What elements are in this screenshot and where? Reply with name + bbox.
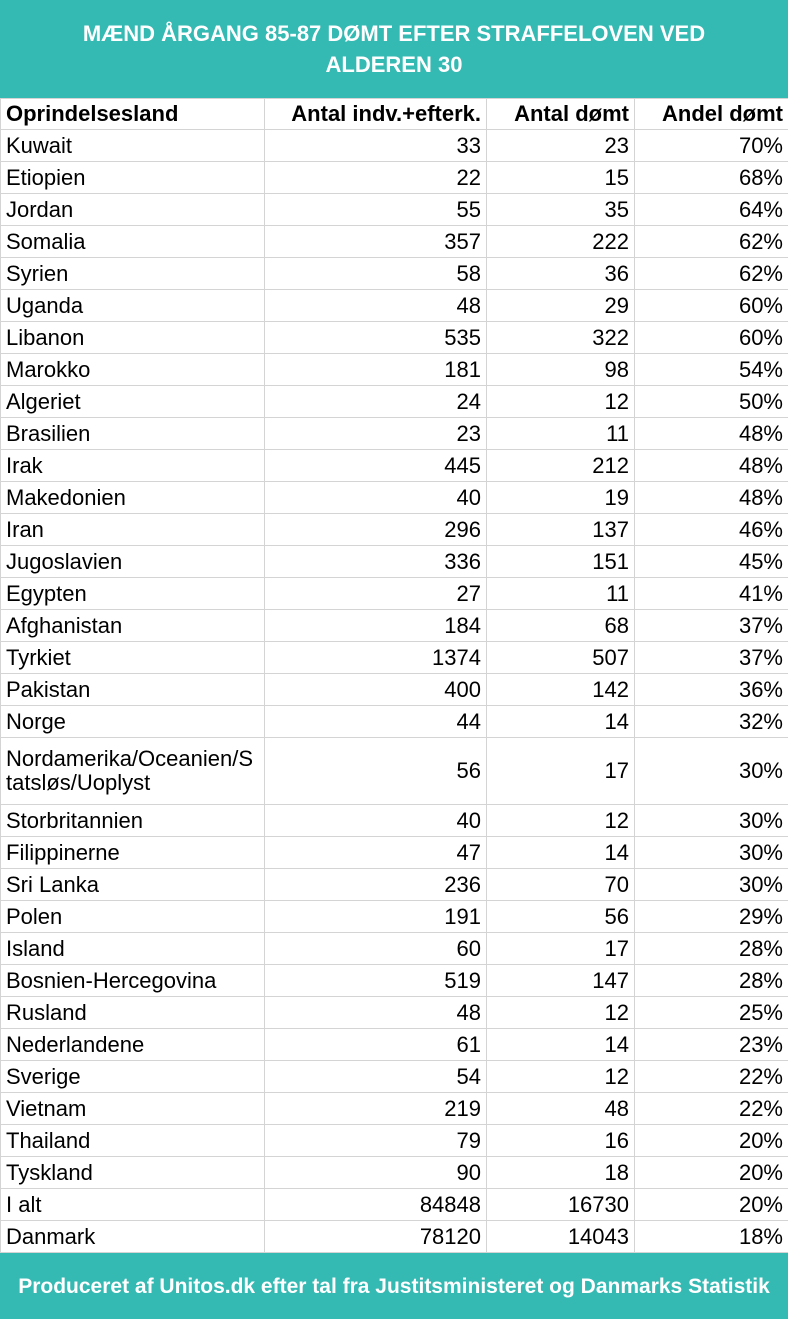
cell-count: 33 bbox=[265, 130, 487, 162]
cell-country: Tyrkiet bbox=[1, 642, 265, 674]
table-row bbox=[1, 1189, 788, 1221]
cell-country: Tyskland bbox=[1, 1157, 265, 1189]
cell-count: 56 bbox=[265, 738, 487, 805]
cell-convicted: 16730 bbox=[487, 1189, 635, 1221]
cell-country: Nederlandene bbox=[1, 1029, 265, 1061]
table-row bbox=[1, 805, 788, 837]
cell-share: 28% bbox=[635, 965, 788, 997]
table-row bbox=[1, 546, 788, 578]
table-row bbox=[1, 130, 788, 162]
cell-count: 445 bbox=[265, 450, 487, 482]
cell-convicted: 36 bbox=[487, 258, 635, 290]
cell-count: 1374 bbox=[265, 642, 487, 674]
cell-convicted: 16 bbox=[487, 1125, 635, 1157]
cell-convicted: 11 bbox=[487, 418, 635, 450]
table-row bbox=[1, 578, 788, 610]
cell-share: 23% bbox=[635, 1029, 788, 1061]
table-row bbox=[1, 450, 788, 482]
table-row bbox=[1, 1157, 788, 1189]
cell-share: 37% bbox=[635, 610, 788, 642]
source-footer-banner bbox=[0, 1253, 788, 1319]
source-note: Produceret af Unitos.dk efter tal fra Justitsministeret og Danmarks Statistik bbox=[18, 1273, 770, 1300]
table-row bbox=[1, 1125, 788, 1157]
table-row bbox=[1, 482, 788, 514]
cell-count: 181 bbox=[265, 354, 487, 386]
cell-convicted: 48 bbox=[487, 1093, 635, 1125]
cell-country: Irak bbox=[1, 450, 265, 482]
cell-count: 40 bbox=[265, 805, 487, 837]
cell-share: 22% bbox=[635, 1061, 788, 1093]
cell-country: Thailand bbox=[1, 1125, 265, 1157]
cell-share: 20% bbox=[635, 1125, 788, 1157]
cell-country: Pakistan bbox=[1, 674, 265, 706]
cell-share: 48% bbox=[635, 450, 788, 482]
table-row bbox=[1, 706, 788, 738]
cell-convicted: 11 bbox=[487, 578, 635, 610]
header-share: Andel dømt bbox=[635, 99, 788, 130]
cell-share: 29% bbox=[635, 901, 788, 933]
cell-share: 18% bbox=[635, 1221, 788, 1253]
cell-country: Algeriet bbox=[1, 386, 265, 418]
cell-country: Egypten bbox=[1, 578, 265, 610]
cell-count: 336 bbox=[265, 546, 487, 578]
cell-count: 519 bbox=[265, 965, 487, 997]
cell-count: 58 bbox=[265, 258, 487, 290]
table-row bbox=[1, 194, 788, 226]
cell-share: 68% bbox=[635, 162, 788, 194]
table-row bbox=[1, 258, 788, 290]
cell-convicted: 98 bbox=[487, 354, 635, 386]
cell-share: 37% bbox=[635, 642, 788, 674]
table-row bbox=[1, 610, 788, 642]
table-row bbox=[1, 1061, 788, 1093]
table-row bbox=[1, 869, 788, 901]
table-row bbox=[1, 354, 788, 386]
cell-share: 62% bbox=[635, 258, 788, 290]
table-row bbox=[1, 1221, 788, 1253]
cell-count: 90 bbox=[265, 1157, 487, 1189]
cell-share: 25% bbox=[635, 997, 788, 1029]
cell-convicted: 15 bbox=[487, 162, 635, 194]
cell-convicted: 70 bbox=[487, 869, 635, 901]
cell-count: 79 bbox=[265, 1125, 487, 1157]
cell-count: 44 bbox=[265, 706, 487, 738]
cell-share: 20% bbox=[635, 1157, 788, 1189]
cell-count: 78120 bbox=[265, 1221, 487, 1253]
cell-convicted: 35 bbox=[487, 194, 635, 226]
table-row bbox=[1, 965, 788, 997]
cell-count: 236 bbox=[265, 869, 487, 901]
cell-count: 184 bbox=[265, 610, 487, 642]
cell-share: 32% bbox=[635, 706, 788, 738]
cell-count: 357 bbox=[265, 226, 487, 258]
cell-country: Filippinerne bbox=[1, 837, 265, 869]
cell-country: Marokko bbox=[1, 354, 265, 386]
cell-share: 30% bbox=[635, 869, 788, 901]
cell-country: I alt bbox=[1, 1189, 265, 1221]
cell-convicted: 151 bbox=[487, 546, 635, 578]
table-row bbox=[1, 226, 788, 258]
cell-share: 36% bbox=[635, 674, 788, 706]
cell-convicted: 18 bbox=[487, 1157, 635, 1189]
cell-count: 55 bbox=[265, 194, 487, 226]
cell-convicted: 23 bbox=[487, 130, 635, 162]
cell-convicted: 12 bbox=[487, 386, 635, 418]
table-row bbox=[1, 901, 788, 933]
cell-share: 48% bbox=[635, 418, 788, 450]
cell-convicted: 17 bbox=[487, 933, 635, 965]
cell-share: 70% bbox=[635, 130, 788, 162]
cell-count: 27 bbox=[265, 578, 487, 610]
cell-share: 62% bbox=[635, 226, 788, 258]
table-row bbox=[1, 418, 788, 450]
cell-count: 296 bbox=[265, 514, 487, 546]
cell-convicted: 507 bbox=[487, 642, 635, 674]
cell-country: Storbritannien bbox=[1, 805, 265, 837]
cell-share: 45% bbox=[635, 546, 788, 578]
cell-share: 60% bbox=[635, 322, 788, 354]
cell-convicted: 14 bbox=[487, 706, 635, 738]
cell-count: 535 bbox=[265, 322, 487, 354]
cell-convicted: 142 bbox=[487, 674, 635, 706]
cell-country: Jugoslavien bbox=[1, 546, 265, 578]
cell-country: Somalia bbox=[1, 226, 265, 258]
cell-convicted: 14043 bbox=[487, 1221, 635, 1253]
cell-country: Bosnien-Hercegovina bbox=[1, 965, 265, 997]
cell-count: 48 bbox=[265, 290, 487, 322]
table-title: MÆND ÅRGANG 85-87 DØMT EFTER STRAFFELOVEN VED ALDEREN 30 bbox=[40, 18, 748, 80]
cell-country: Etiopien bbox=[1, 162, 265, 194]
cell-share: 30% bbox=[635, 837, 788, 869]
statistics-table bbox=[0, 98, 788, 1253]
cell-count: 48 bbox=[265, 997, 487, 1029]
cell-country: Uganda bbox=[1, 290, 265, 322]
cell-convicted: 19 bbox=[487, 482, 635, 514]
cell-share: 41% bbox=[635, 578, 788, 610]
table-row bbox=[1, 386, 788, 418]
table-body bbox=[1, 130, 788, 1253]
cell-country: Vietnam bbox=[1, 1093, 265, 1125]
table-row bbox=[1, 738, 788, 805]
header-country: Oprindelsesland bbox=[1, 99, 265, 130]
cell-convicted: 29 bbox=[487, 290, 635, 322]
cell-count: 22 bbox=[265, 162, 487, 194]
cell-country: Norge bbox=[1, 706, 265, 738]
cell-country: Nordamerika/Oceanien/Statsløs/Uoplyst bbox=[1, 738, 265, 805]
cell-count: 60 bbox=[265, 933, 487, 965]
cell-share: 28% bbox=[635, 933, 788, 965]
cell-country: Danmark bbox=[1, 1221, 265, 1253]
cell-convicted: 56 bbox=[487, 901, 635, 933]
cell-share: 64% bbox=[635, 194, 788, 226]
cell-count: 40 bbox=[265, 482, 487, 514]
cell-country: Sverige bbox=[1, 1061, 265, 1093]
table-row bbox=[1, 997, 788, 1029]
cell-convicted: 147 bbox=[487, 965, 635, 997]
cell-country: Iran bbox=[1, 514, 265, 546]
cell-share: 22% bbox=[635, 1093, 788, 1125]
header-convicted: Antal dømt bbox=[487, 99, 635, 130]
cell-share: 20% bbox=[635, 1189, 788, 1221]
cell-convicted: 14 bbox=[487, 837, 635, 869]
cell-count: 61 bbox=[265, 1029, 487, 1061]
cell-convicted: 14 bbox=[487, 1029, 635, 1061]
cell-count: 54 bbox=[265, 1061, 487, 1093]
header-row bbox=[1, 99, 788, 130]
table-row bbox=[1, 674, 788, 706]
cell-country: Syrien bbox=[1, 258, 265, 290]
cell-country: Rusland bbox=[1, 997, 265, 1029]
table-row bbox=[1, 514, 788, 546]
cell-country: Jordan bbox=[1, 194, 265, 226]
header-count: Antal indv.+efterk. bbox=[265, 99, 487, 130]
cell-convicted: 222 bbox=[487, 226, 635, 258]
cell-convicted: 68 bbox=[487, 610, 635, 642]
cell-share: 60% bbox=[635, 290, 788, 322]
cell-convicted: 12 bbox=[487, 1061, 635, 1093]
cell-share: 30% bbox=[635, 738, 788, 805]
cell-share: 30% bbox=[635, 805, 788, 837]
cell-convicted: 322 bbox=[487, 322, 635, 354]
table-row bbox=[1, 642, 788, 674]
cell-share: 54% bbox=[635, 354, 788, 386]
cell-count: 47 bbox=[265, 837, 487, 869]
table-row bbox=[1, 322, 788, 354]
cell-convicted: 12 bbox=[487, 805, 635, 837]
cell-count: 23 bbox=[265, 418, 487, 450]
table-row bbox=[1, 162, 788, 194]
cell-count: 219 bbox=[265, 1093, 487, 1125]
cell-count: 400 bbox=[265, 674, 487, 706]
table-row bbox=[1, 837, 788, 869]
table-title-banner bbox=[0, 0, 788, 98]
table-row bbox=[1, 1029, 788, 1061]
cell-country: Brasilien bbox=[1, 418, 265, 450]
cell-count: 84848 bbox=[265, 1189, 487, 1221]
cell-country: Afghanistan bbox=[1, 610, 265, 642]
cell-share: 50% bbox=[635, 386, 788, 418]
table-row bbox=[1, 1093, 788, 1125]
cell-share: 46% bbox=[635, 514, 788, 546]
cell-country: Makedonien bbox=[1, 482, 265, 514]
cell-count: 191 bbox=[265, 901, 487, 933]
cell-country: Island bbox=[1, 933, 265, 965]
cell-convicted: 12 bbox=[487, 997, 635, 1029]
cell-country: Kuwait bbox=[1, 130, 265, 162]
cell-country: Polen bbox=[1, 901, 265, 933]
table-row bbox=[1, 290, 788, 322]
cell-country: Sri Lanka bbox=[1, 869, 265, 901]
cell-count: 24 bbox=[265, 386, 487, 418]
cell-convicted: 137 bbox=[487, 514, 635, 546]
cell-share: 48% bbox=[635, 482, 788, 514]
cell-convicted: 17 bbox=[487, 738, 635, 805]
cell-convicted: 212 bbox=[487, 450, 635, 482]
table-row bbox=[1, 933, 788, 965]
cell-country: Libanon bbox=[1, 322, 265, 354]
